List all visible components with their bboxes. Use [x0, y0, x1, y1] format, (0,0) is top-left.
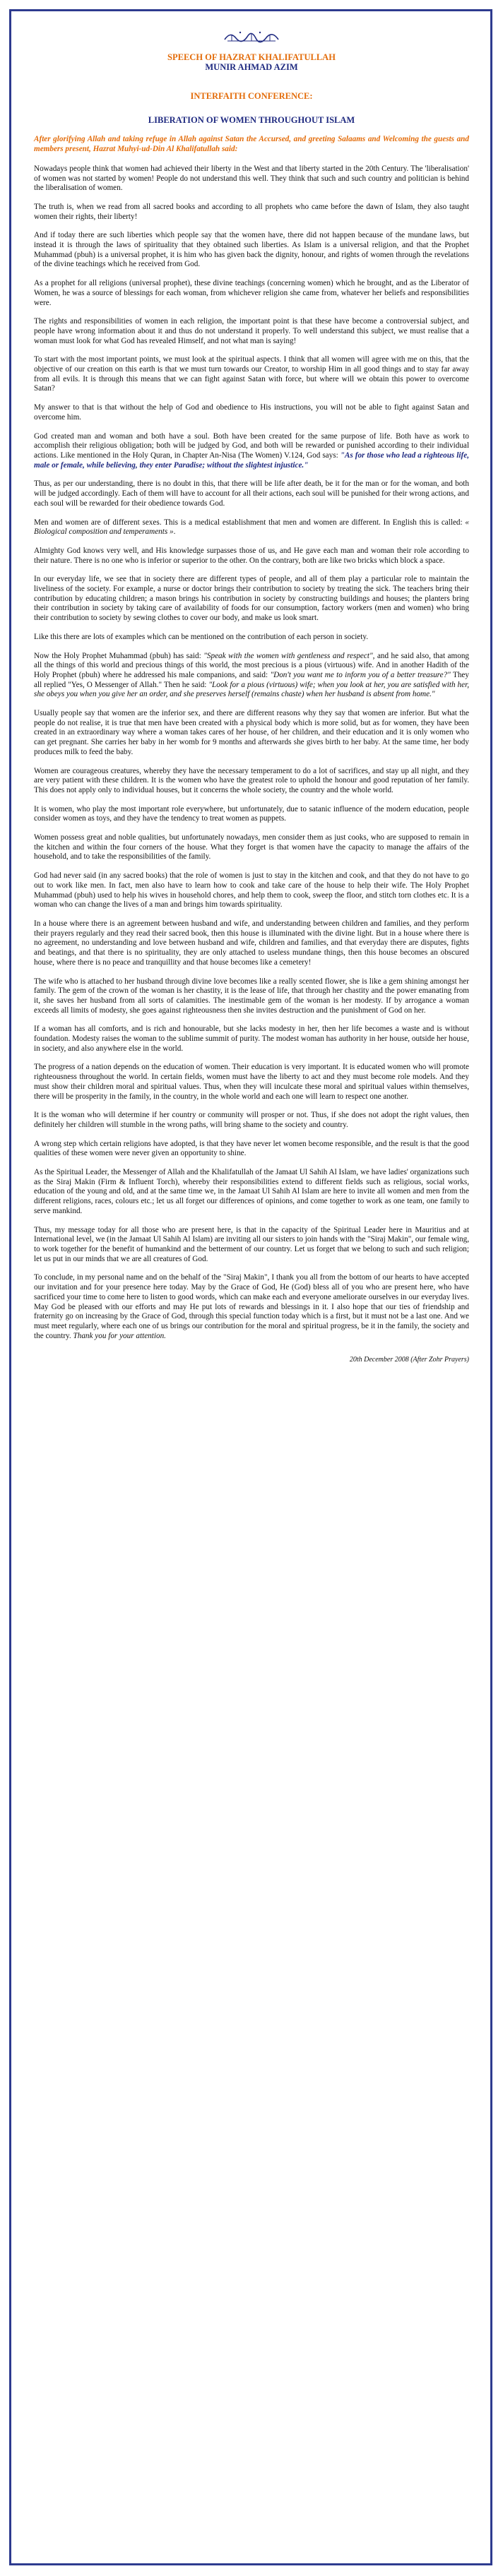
speech-paragraph	[34, 355, 469, 394]
quoted-text: Thank you for your attention.	[73, 1331, 166, 1340]
paragraph-text: Thus, my message today for all those who are present here, is that in the capacity of the Spiritual Leader here in Mauritius and at International level, we (in the Jamaat Ul Sahih Al Islam) are inviting all our sisters to join hands with the "Siraj Makin", our female wing, to work together for the benefit of humankind and the betterment of our country. Let us forget that we belong to such and such religion; let us put in our minds that we are all creatures of God.	[34, 1225, 469, 1263]
speech-paragraph	[34, 1273, 469, 1341]
speech-paragraph	[34, 1140, 469, 1159]
paragraph-text: Like this there are lots of examples which can be mentioned on the contribution of each person in society.	[34, 632, 369, 641]
paragraph-text: And if today there are such liberties which people say that the women have, there did not happen because of the mundane laws, but instead it is through the laws of spirituality that they obtained such liberties. As Islam is a universal religion, and that the Prophet Muhammad (pbuh) is a universal prophet, it is him who has given back the dignity, honour, and rights of women through the revelations of the divine teachings which he received from God.	[34, 231, 469, 269]
paragraph-text: To conclude, in my personal name and on the behalf of the "Siraj Makin", I thank you all from the bottom of our hearts to have accepted our invitation and for your presence here today. May by the Grace of God, He (God) bless all of you who are present here, who have sacrificed your time to come here to listen to good words, which can make each and everyone ameliorate ourselves in our everyday lives. May God be pleased with our efforts and may He put lots of rewards and blessings in it. I also hope that our ties of friendship and fraternity go on increasing by the Grace of God, through this special function today which is a first, but it must not be a last one. And we must meet regularly, where each one of us brings our contribution for the moral and spiritual progress, be it in the family, the society and the country.	[34, 1273, 469, 1340]
speech-paragraph	[34, 165, 469, 193]
quoted-text: "Look for a pious (virtuous) wife; when you look at her, you are satisfied with her, she obeys you when you give her an order, and she preserves herself (remains chaste) when her husband is absent from home."	[34, 680, 469, 699]
speech-paragraph	[34, 633, 469, 643]
paragraph-text: To start with the most important points, we must look at the spiritual aspects. I think that all women will agree with me on this, that the objective of our creation on this earth is that we must turn towards our Creator, to worship Him in all good things and to stay far away from all evils. It is through this means that we can fight against Satan with force, but where will we obtain this power to overcome Satan?	[34, 355, 469, 393]
paragraph-text: If a woman has all comforts, and is rich and honourable, but she lacks modesty in her, then her life becomes a waste and is without foundation. Modesty raises the woman to the sublime summit of purity. The modest woman has authority in her house, outside her house, in society, and also anywhere else in the world.	[34, 1025, 469, 1053]
paragraph-text: and he said also, that among all the things of this world and precious things of this world, the most precious is a pious (virtuous) wife. And in another Hadith of the Holy Prophet (pbuh) where he addressed his male companions, and said:	[34, 651, 470, 679]
paragraph-text: Thus, as per our understanding, there is no doubt in this, that there will be life after death, be it for the man or for the woman, and both will be judged accordingly. Each of them will have to account for all their actions, each soul will be punished for their wrong actions, and each soul will be rewarded for their obedience towards God.	[34, 479, 469, 508]
paragraph-text: The rights and responsibilities of women in each religion, the important point is that these have become a controversial subject, and people have wrong information about it and thus do not understand it properly. To well understand this subject, we must realise that a woman must look for what God has revealed Himself, and not what man is saying!	[34, 317, 469, 345]
paragraph-text: .	[173, 527, 176, 537]
speech-paragraph	[34, 575, 469, 624]
speech-intro: After glorifying Allah and taking refuge in Allah against Satan the Accursed, and greeting Salaams and Welcoming the guests and members present, Hazrat Muhyi-ud-Din Al Khalifatullah said:	[34, 135, 469, 154]
speech-paragraph	[34, 317, 469, 346]
paragraph-text: In a house where there is an agreement between husband and wife, and understanding between children and families, and they perform their prayers regularly and they read their sacred book, then this house is illuminated with the divine light. But in a house where there is no agreement, no understanding and love between husband and wife, children and families, and that everyday there are disputes, fights and beatings, and that there is no spirituality, they are only attached to useless mundane things, then this house becomes an obscured house, where there is no peace and tranquillity and that house becomes like a cemetery!	[34, 919, 469, 967]
paragraph-text: As the Spiritual Leader, the Messenger of Allah and the Khalifatullah of the Jamaat Ul Sahih Al Islam, we have ladies' organizations such as the Siraj Makin (Firm & Influent Torch), whereby their responsibilities extend to different fields such as religious, social works, education of the young and old, and at the same time we, in the Jamaat Ul Sahih Al Islam are here to invite all women and men from the different religions, races, colours etc.; let us all forget our differences of opinions, and come together to work as one team, one family to serve mankind.	[34, 1168, 469, 1215]
speech-paragraph	[34, 871, 469, 910]
speech-paragraph	[34, 919, 469, 968]
paragraph-text: The truth is, when we read from all sacred books and according to all prophets who came before the dawn of Islam, they also taught women their rights, their liberty!	[34, 202, 469, 221]
paragraph-text: The wife who is attached to her husband through divine love becomes like a really scented flower, she is like a gem shining amongst her family. The gem of the crown of the woman is her chastity, it is the lease of life, that through her chastity and the power emanating from it, she saves her husband from all sorts of calamities. The inestimable gem of the woman is her modesty. If by arrogance a woman exceeds all limits of modesty, she goes against righteousness then she invites destruction and the punishment of God on her.	[34, 977, 469, 1015]
paragraph-text: As a prophet for all religions (universal prophet), these divine teachings (concerning women) which he brought, and as the Liberator of Women, he was a source of blessings for each woman, from whichever religion she came from, whatever her beliefs and responsibilities were.	[34, 279, 469, 307]
paragraph-text: Usually people say that women are the inferior sex, and there are different reasons why they say that women are inferior. But what the people do not realise, it is true that men have been created with a physical body which is more solid, but as for women, they have been created in an extraordinary way where a woman takes cares of her house, of her children, and their education and it is only women who can get pregnant. She carries her baby in her womb for 9 months and afterwards she gives birth to her baby. At the same time, her body produces milk to feed the baby.	[34, 709, 469, 756]
speech-paragraph	[34, 805, 469, 824]
speech-subject: LIBERATION OF WOMEN THROUGHOUT ISLAM	[148, 114, 355, 125]
speech-paragraph	[34, 279, 469, 308]
paragraph-text: Almighty God knows very well, and His knowledge surpasses those of us, and He gave each man and woman their role according to their nature. There is no one who is inferior or superior to the other. On the contrary, both are like two bricks which block a space.	[34, 546, 469, 565]
speech-paragraph	[34, 1063, 469, 1102]
paragraph-text: Now the Holy Prophet Muhammad (pbuh) has said:	[34, 651, 204, 660]
speech-paragraph	[34, 403, 469, 422]
quoted-text: "Don't you want me to inform you of a better treasure?"	[270, 670, 451, 679]
paragraph-text: Women are courageous creatures, whereby they have the necessary temperament to do a lot of sacrifices, and stay up all night, and they are very patient with these children. It is the women who have the greatest role to uphold the honour and good reputation of her family. This does not apply only to individual houses, but it concerns the whole society, the country and the whole world.	[34, 766, 469, 794]
quoted-text: « Biological composition and temperaments »	[34, 518, 469, 537]
paragraph-text: It is women, who play the most important role everywhere, but unfortunately, due to satanic influence of the modern education, people consider women as toys, and they have the tendency to treat women as puppets.	[34, 804, 469, 823]
speech-paragraph	[34, 977, 469, 1016]
paragraph-text: Men and women are of different sexes. This is a medical establishment that men and women are different. In English this is called:	[34, 518, 466, 527]
paragraph-text: A wrong step which certain religions have adopted, is that they have never let women become responsible, and the result is that the good qualities of these women were never given an opportunity to shine.	[34, 1139, 469, 1158]
paragraph-text: Nowadays people think that women had achieved their liberty in the West and that liberty started in the 20th Century. The 'liberalisation' of women was not started by women! People do not understand this well. They think that such and such country and politician is behind the liberalisation of women.	[34, 164, 469, 193]
speech-paragraph	[34, 1111, 469, 1130]
paragraph-text: God had never said (in any sacred books) that the role of women is just to stay in the kitchen and cook, and that they do not have to go out to work like men. In fact, men also have to learn how to cook and take care of the house to help their wife. The Holy Prophet Muhammad (pbuh) used to help his wives in household chores, and help them to cook, sweep the floor, and stitch torn clothes etc. It is a woman who can change the lives of a man and brings him towards spirituality.	[34, 871, 469, 910]
speaker-name: MUNIR AHMAD AZIM	[205, 62, 298, 72]
speech-paragraph	[34, 1168, 469, 1217]
speech-paragraph	[34, 833, 469, 862]
paragraph-text: In our everyday life, we see that in society there are different types of people, and all of them play a particular role to maintain the liveliness of the society. For example, a nurse or doctor brings their contribution to society by treating the sick. The teachers bring their contribution by educating children; a mason brings his contribution in society by constructing buildings and houses; the planters bring their contribution in society by taking care of availability of foods for our consumption, factory workers (men and women) who bring their contribution to society by sewing clothes to cover our body, and make us look smart.	[34, 575, 469, 623]
speech-paragraph	[34, 479, 469, 508]
speech-paragraph	[34, 767, 469, 796]
speech-title: SPEECH OF HAZRAT KHALIFATULLAH	[167, 52, 336, 62]
speech-paragraph	[34, 432, 469, 471]
quoted-text: "As for those who lead a righteous life, male or female, while believing, they enter Paradise; without the slightest injustice."	[34, 451, 469, 470]
speech-document	[34, 41, 469, 1365]
conference-heading: INTERFAITH CONFERENCE:	[190, 91, 313, 101]
speech-paragraph	[34, 547, 469, 566]
quoted-text: "Speak with the women with gentleness and respect",	[203, 651, 375, 660]
speech-body	[34, 165, 469, 1342]
paragraph-text: God created man and woman and both have a soul. Both have been created for the same purpose of life. Both have as work to accomplish their religious obligation; both will be judged by God, and both will be rewarded or punished according to their individual actions. Like mentioned in the Holy Quran, in Chapter An-Nisa (The Women) V.124, God says:	[34, 431, 469, 460]
speech-paragraph	[34, 1025, 469, 1054]
speech-date: 20th December 2008 (After Zohr Prayers)	[349, 1356, 469, 1364]
paragraph-text: It is the woman who will determine if her country or community will prosper or not. Thus, if she does not adopt the right values, then definitely her children will stumble in the wrong paths, will bring shame to the society and country.	[34, 1111, 469, 1129]
speech-paragraph	[34, 709, 469, 758]
speech-paragraph	[34, 203, 469, 222]
speech-paragraph	[34, 231, 469, 270]
paragraph-text: Women possess great and noble qualities, but unfortunately nowadays, men consider them as just cooks, who are supposed to remain in the kitchen and within the four corners of the house. What they forget is that women have the capacity to manage the affairs of the household, and to take the responsibilities of the family.	[34, 833, 469, 861]
speech-paragraph	[34, 518, 469, 537]
speech-paragraph	[34, 1226, 469, 1265]
speech-paragraph	[34, 652, 469, 700]
paragraph-text: They all replied "Yes, O Messenger of Allah." Then he said:	[34, 670, 469, 689]
paragraph-text: My answer to that is that without the help of God and obedience to His instructions, you will not be able to fight against Satan and overcome him.	[34, 403, 469, 422]
paragraph-text: The progress of a nation depends on the education of women. Their education is very important. It is educated women who will promote righteousness throughout the world. In certain fields, women must have the liberty to act and they must become role models. And they must show their children moral and spiritual values. Thus, when they will inculcate these moral and spiritual values within themselves, there will be prosperity in the family, in the country, in the whole world and each one will learn to respect one another.	[34, 1063, 469, 1101]
